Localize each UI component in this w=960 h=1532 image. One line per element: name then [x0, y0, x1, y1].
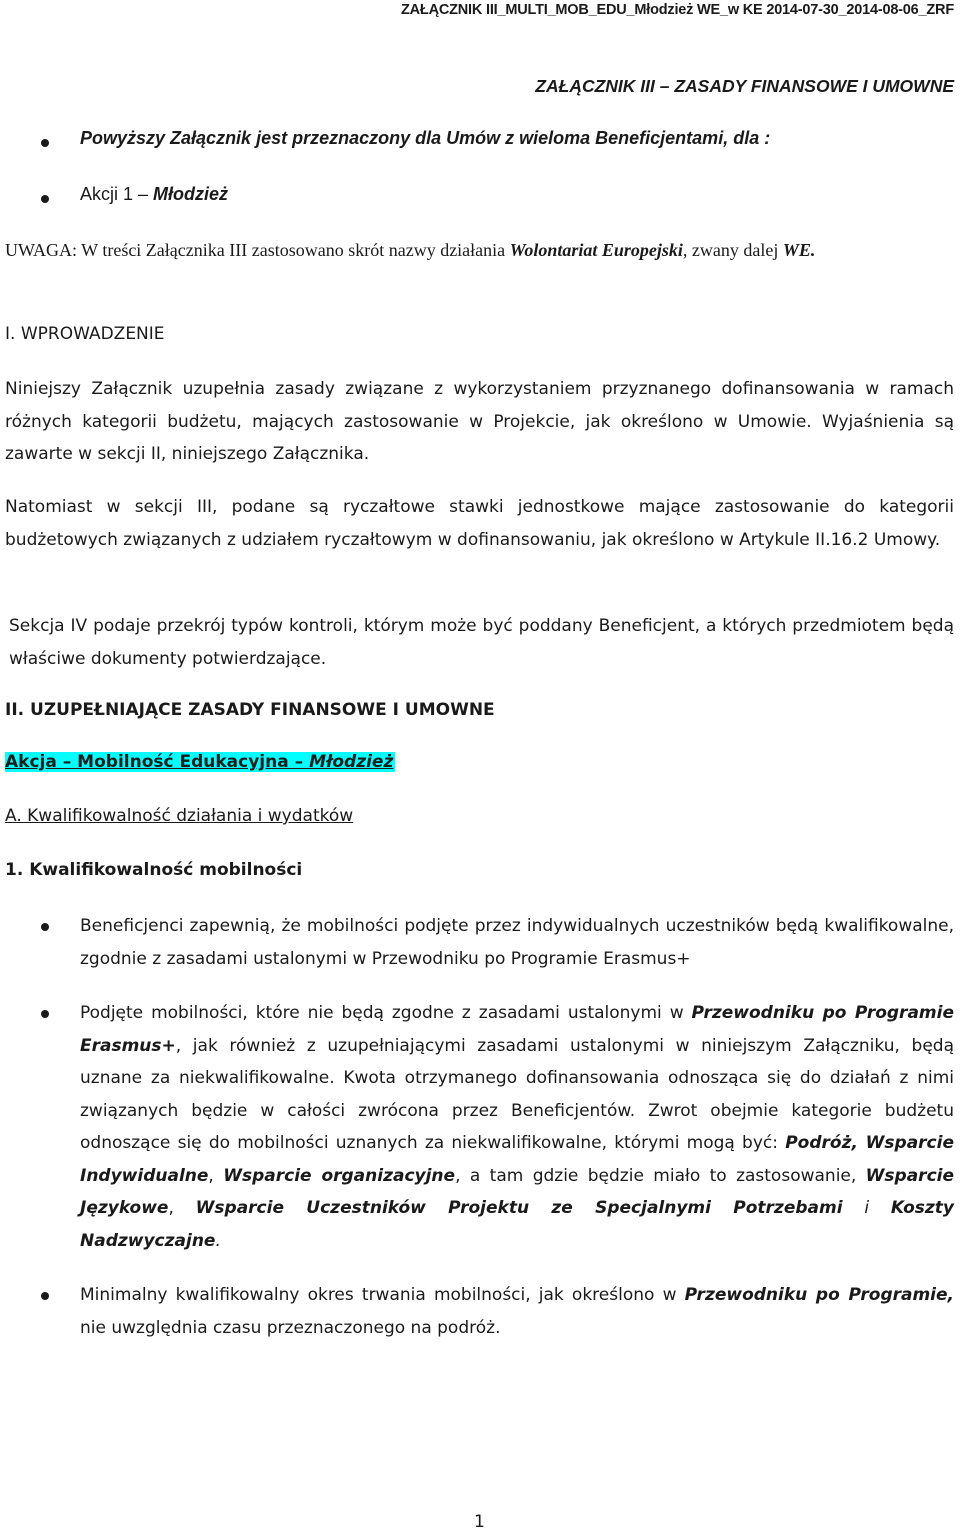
action-title — [5, 752, 395, 772]
action-name: Młodzież — [153, 184, 229, 204]
bullet-icon — [41, 1292, 49, 1300]
intro-bullet-akcji — [0, 184, 954, 210]
budget-category-exceptional-costs: Koszty Nadzwyczajne — [80, 1198, 954, 1251]
intro-bullet-text: Powyższy Załącznik jest przeznaczony dla Umów z wieloma Beneficjentami, dla : — [80, 128, 771, 148]
intro-bullet-action — [80, 184, 954, 205]
abbreviation-note — [5, 234, 954, 266]
bullet-icon — [41, 923, 49, 931]
budget-category-linguistic: Wsparcie Językowe — [80, 1165, 955, 1218]
intro-paragraph-1: Niniejszy Załącznik uzupełnia zasady związane z wykorzystaniem przyznanego dofinansowania w ramach różnych kategorii budżetu, mających zastosowanie w Projekcie, jak określono w Umowie. Wyjaśnienia są zawarte w sekcji II, niniejszego Załącznika. — [5, 379, 954, 464]
budget-category-travel-individual: Podróż, Wsparcie Indywidualne — [80, 1133, 954, 1186]
note-text: UWAGA: W treści Załącznika III zastosowano skrót nazwy działania — [5, 240, 510, 260]
guide-reference: Przewodniku po Programie Erasmus+ — [80, 1003, 954, 1056]
note-emphasis: Wolontariat Europejski — [509, 240, 683, 260]
eligibility-bullet-2-text: Podjęte mobilności, które nie będą zgodne z zasadami ustalonymi w Przewodniku po Programie Erasmus+, jak również z uzupełniającymi zasadami ustalonymi w niniejszym Załączniku, będą uznane za niekwalifikowalne. Kwota otrzymanego dofinansowania odnosząca się do działań z nimi związanych będzie w całości zwrócona przez Beneficjentów. Zwrot obejmie kategorie budżetu odnoszące się do mobilności uznanych za niekwalifikowalne, którymi mogą być: Podróż, Wsparcie Indywidualne, Wsparcie organizacyjne, a tam gdzie będzie miało to zastosowanie, Wsparcie Językowe, Wsparcie Uczestników Projektu ze Specjalnymi Potrzebami i Koszty Nadzwyczajne. — [80, 1003, 955, 1251]
eligibility-bullet-1-text: Beneficjenci zapewnią, że mobilności podjęte przez indywidualnych uczestników będą kwalifikowalne, zgodnie z zasadami ustalonymi w Przewodniku po Programie Erasmus+ — [80, 916, 954, 969]
action-title-highlight: Akcja – Mobilność Edukacyjna – Młodzież — [5, 752, 394, 772]
section-heading-rules: II. UZUPEŁNIAJĄCE ZASADY FINANSOWE I UMOWNE — [5, 700, 495, 720]
eligibility-bullet-1 — [0, 910, 954, 980]
intro-paragraph-2: Natomiast w sekcji III, podane są ryczałtowe stawki jednostkowe mające zastosowanie do kategorii budżetowych związanych z udziałem ryczałtowym w dofinansowaniu, jak określono w Artykule II.16.2 Umowy. — [5, 497, 954, 550]
annex-title: ZAŁĄCZNIK III – ZASADY FINANSOWE I UMOWNE — [535, 76, 954, 96]
subheading-eligibility: A. Kwalifikowalność działania i wydatków — [5, 806, 354, 826]
eligibility-bullet-3-text: Minimalny kwalifikowalny okres trwania mobilności, jak określono w Przewodniku po Programie, nie uwzględnia czasu przeznaczonego na podróż. — [80, 1285, 954, 1338]
page-number: 1 — [474, 1512, 485, 1532]
intro-paragraph-3: Sekcja IV podaje przekrój typów kontroli, którym może być poddany Beneficjent, a których przedmiotem będą właściwe dokumenty potwierdzające. — [9, 616, 954, 669]
eligibility-bullet-3 — [0, 1279, 954, 1349]
bullet-icon — [41, 1010, 49, 1018]
note-abbreviation: WE. — [782, 240, 816, 260]
note-middle: , zwany dalej — [682, 240, 783, 260]
action-label: Akcji 1 – — [80, 184, 154, 204]
document-reference: ZAŁĄCZNIK III_MULTI_MOB_EDU_Młodzież WE_w KE 2014-07-30_2014-08-06_ZRF — [401, 2, 954, 18]
bullet-icon — [41, 195, 49, 203]
eligibility-bullet-2 — [0, 997, 954, 1262]
intro-bullet-umowy — [0, 128, 954, 154]
budget-category-organisational: Wsparcie organizacyjne — [223, 1165, 456, 1186]
budget-category-special-needs: Wsparcie Uczestników Projektu ze Specjalnymi Potrzebami — [195, 1198, 843, 1218]
guide-reference: Przewodniku po Programie, — [684, 1285, 954, 1305]
bullet-icon — [41, 139, 49, 147]
section-heading-introduction: I. WPROWADZENIE — [5, 324, 165, 344]
subheading-mobility-eligibility: 1. Kwalifikowalność mobilności — [5, 860, 303, 880]
